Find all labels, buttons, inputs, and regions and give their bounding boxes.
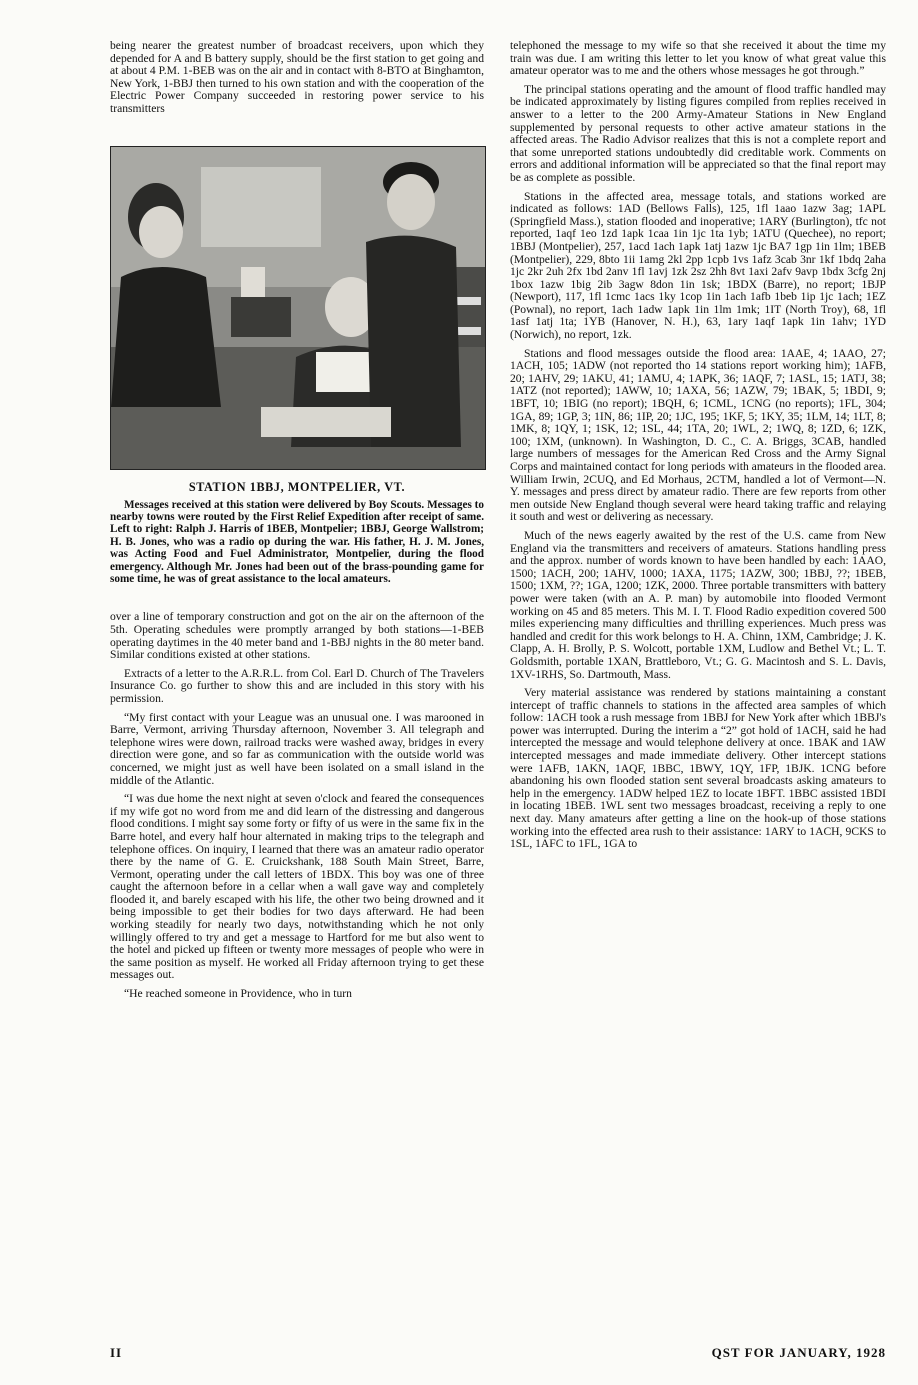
paragraph: “My first contact with your League was an unusual one. I was marooned in Barre, Vermont, arriving Thursday afternoon, November 3. All telegraph and telephone wires were down, railroad tracks were washed away, bridges in every direction were gone, and so far as communication with the outside world was concerned, we might just as well have been isolated on a small island in the middle of the Atlantic. <box>110 710 484 787</box>
column-separator <box>110 591 484 611</box>
paragraph: “He reached someone in Providence, who in turn <box>124 987 352 1001</box>
paragraph: over a line of temporary construction and got on the air on the afternoon of the 5th. Operating schedules were promptly arranged by both stations—1-BEB operating daytimes in the 40 meter band and 1-BBJ nights in the 80 meter band. Similar conditions existed at other stations. <box>110 610 484 662</box>
paragraph: telephoned the message to my wife so that she received it about the time my train was due. I am writing this letter to let you know of what great value this amateur operator was to me and the others whose messages he got through.” <box>510 39 886 78</box>
station-photo <box>110 146 486 470</box>
paragraph: Extracts of a letter to the A.R.R.L. from Col. Earl D. Church of The Travelers Insurance Co. go further to show this and are included in this story with his permission. <box>110 666 484 705</box>
intro-paragraph: being nearer the greatest number of broadcast receivers, upon which they depended for A and B battery supply, should be the first station to get going and at about 4 P.M. 1-BEB was on the air and in contact with 8-BTO at Binghamton, New York, 1-BBJ then turned to his own station and with the cooperation of the Electric Power Company succeeded in restoring power service to his transmitters <box>110 39 484 115</box>
paragraph: “I was due home the next night at seven o'clock and feared the consequences if my wife got no word from me and did learn of the distressing and dangerous flood conditions. I might say some forty or fifty of us were in the same fix in the Barre hotel, and every half hour alternated in making trips to the telegraph and telephone offices. On inquiry, I learned that there was an amateur radio operator there by the name of G. E. Cruickshank, 188 South Main Street, Barre, Vermont, operating under the call letters of 1BDX. This boy was one of three caught the afternoon before in a cellar when a wall gave way and completely flooded it, and barely escaped with his life, the other two being drowned and it being impossible to get their bodies for two days afterward. He had been working steadily for nearly two days, notwithstanding which he not only willingly offered to try and get a message to Hartford for me but also went to the hotel and picked up fifteen or twenty more messages of people who were in the same position as myself. He worked all Friday afternoon trying to get these messages out. <box>110 792 484 982</box>
photo-caption: Messages received at this station were delivered by Boy Scouts. Messages to nearby towns were routed by the First Relief Expedition after receipt of same. Left to right: Ralph J. Harris of 1BEB, Montpelier; 1BBJ, George Wallstrom; H. B. Jones, who was a radio op during the war. His father, H. J. M. Jones, was Acting Food and Fuel Administrator, Montpelier, during the flood emergency. Although Mr. Jones had been out of the brass-pounding game for some time, he was of great assistance to the local amateurs. <box>110 498 484 585</box>
page-number: II <box>110 1345 123 1360</box>
paragraph: The principal stations operating and the amount of flood traffic handled may be indicated approximately by listing figures compiled from replies received in answer to a letter to the 200 Army-Amateur Stations in New England supplemented by personal requests to other active amateur stations in the affected areas. The Radio Advisor realizes that this is not a complete report and that some unreported stations undoubtedly did creditable work. Comments on errors and additional information will be appreciated so that the final report may be as complete as possible. <box>510 82 886 184</box>
station-photo-image <box>111 147 485 469</box>
magazine-issue: QST FOR JANUARY, 1928 <box>711 1345 886 1360</box>
paragraph: Very material assistance was rendered by stations maintaining a constant intercept of traffic channels to stations in the affected area samples of which follow: 1ACH took a rush message from 1BBJ for New York after which 1BBJ's power was interrupted. During the interim a “2” got hold of 1ACH, said he had intercepted the message and would telephone delivery at once. 1BAK and 1AW intercepted messages and made immediate delivery. Other intercept stations were 1AFB, 1AKN, 1AQF, 1BBC, 1BWY, 1QY, 1FP, 1BJK. 1CNG before abandoning his own flooded station sent several broadcasts asking amateurs to help in the emergency. 1ADW helped 1EZ to locate 1BFT. 1BBC assisted 1BDI in locating 1BEB. 1WL sent two messages broadcast, receiving a reply to one next day. Many amateurs after getting a line on the hook-up of those stations working into the effected area rush to their assistance: 1ARY to 1ACH, 9CKS to 1SL, 1AFC to 1FL, 1GA to <box>510 686 886 851</box>
left-column <box>110 40 484 1007</box>
paragraph: Stations and flood messages outside the flood area: 1AAE, 4; 1AAO, 27; 1ACH, 105; 1ADW (not reported tho 14 stations report working him); 1AFB, 20; 1AHV, 29; 1AKU, 41; 1AMU, 4; 1APK, 36; 1AQF, 7; 1ASL, 15; 1ATJ, 38; 1ATZ (not reported); 1AWW, 10; 1AXA, 56; 1AZW, 79; 1BAK, 5; 1BDI, 9; 1BFT, 10; 1BIG (no report); 1BQH, 6; 1CML, 1CNG (no reports); 1FL, 304; 1GA, 89; 1GP, 3; 1IN, 86; 1IP, 20; 1JC, 195; 1KF, 5; 1KY, 35; 1LM, 14; 1LT, 8; 1MK, 8; 1QY, 1; 1SK, 12; 1SL, 44; 1TA, 20; 1WL, 2; 1WQ, 8; 1ZD, 6; 1ZK, 100; 1XM, (unknown). In Washington, D. C., C. A. Briggs, 3CAB, handled large numbers of messages for the American Red Cross and the Army Signal Corps and maintained contact for long periods with amateurs in the flooded area. William Irwin, 2CUQ, and Ed Morhaus, 2CTM, handled a lot of Vermont—N. Y. messages and press direct by amateur radio. There are few reports from other men outside New England though several were heard taking traffic and relaying it south and west or delivering as necessary. <box>510 346 886 524</box>
paragraph: Stations in the affected area, message totals, and stations worked are indicated as follows: 1AD (Bellows Falls), 125, 1fl 1aao 1azw 3ag; 1APL (Springfield Mass.), station flooded and inoperative; 1ARY (Burlington), tfc not reported, 1aqf 1eo 1zd 1apk 1caa 1in 1jc 1ta 1yb; 1ATU (Quechee), no report; 1BBJ (Montpelier), 257, 1acd 1ach 1apk 1atj 1azw 1jc BA7 1gp 1in 1lm; 1BEB (Montpelier), 229, 8bto 1ii 1amg 2kl 2pp 1cpb 1vs 1afz 3cab 3nr 1kf 1bdq 2aha 1jc 2kr 2uh 2fx 1bd 2anv 1fl 1avj 1zk 2sz 2hh 8vt 1axi 2afv 9avp 1bdx 3cfg 2nj 1box 1azw 1big 2ib 3agw 8don 1in 1sk; 1BDX (Barre), no report; 1BJP (Newport), 117, 1fl 1cmc 1acs 1ky 1cop 1in 1ach 1afb 1beb 1ip 1jc 1ach; 1EZ (Pownal), no report, 1ach 1adw 1apk 1in 1lm 1mk; 1IT (North Troy), 68, 1fl 1asf 1atj 1ta; 1YB (Hanover, N. H.), 63, 1ary 1aqf 1apk 1in 1ahv; 1YD (Norwich), no report, 1zk. <box>510 189 886 342</box>
right-column <box>510 40 886 857</box>
paragraph: Much of the news eagerly awaited by the rest of the U.S. came from New England via the transmitters and receivers of amateurs. Stations handling press and the approx. number of words known to have been handled by each: 1AAO, 1500; 1ACH, 200; 1AHV, 1000; 1AXA, 1175; 1AZW, 300; 1BBJ, ??; 1BEB, 1500; 1XM, ??; 1GA, 1200; 1ZK, 2000. Three portable transmitters with battery power were taken (with an A. P. man) by automobile into flooded Vermont working on 45 and 85 meters. This M. I. T. Flood Radio expedition covered 500 miles experiencing many difficulties and thrilling experiences. Much press was handled and credit for this work belongs to H. A. Chinn, 1XM, Cambridge; J. K. Clapp, A. H. Brolly, P. S. Wolcott, portable 1XM, Ludlow and Bethel Vt.; L. T. Goldsmith, portable 1XAN, Brattleboro, Vt.; G. G. Macintosh and S. L. Davis, 1XV-1RHS, So. Dartmouth, Mass. <box>510 528 886 681</box>
photo-caption-title: STATION 1BBJ, MONTPELIER, VT. <box>188 479 406 494</box>
